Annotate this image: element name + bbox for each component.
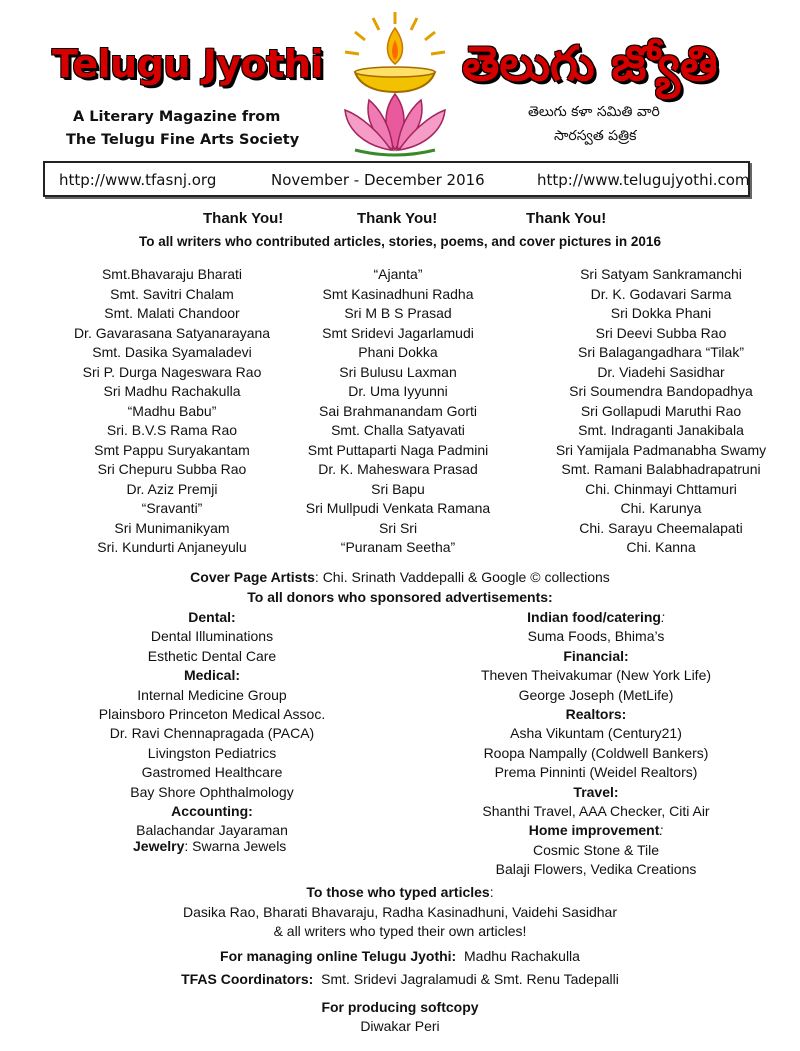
donor-name: Gastromed Healthcare bbox=[141, 764, 283, 781]
writer-name: Chi. Karunya bbox=[620, 500, 702, 516]
coordinators-label: TFAS Coordinators: bbox=[181, 971, 314, 987]
donors-heading: To all donors who sponsored advertisements: bbox=[247, 589, 553, 605]
url-telugujyothi-link[interactable]: http://www.telugujyothi.com bbox=[537, 171, 750, 189]
writer-name: Smt Pappu Suryakantam bbox=[94, 441, 250, 458]
donor-name: Internal Medicine Group bbox=[137, 686, 287, 703]
writer-name: Smt. Challa Satyavati bbox=[331, 422, 465, 438]
donor-name: Esthetic Dental Care bbox=[147, 647, 277, 664]
writer-name: Sri Bulusu Laxman bbox=[339, 363, 457, 380]
writer-name: Dr. K. Godavari Sarma bbox=[590, 285, 732, 302]
url-tfasnj-link[interactable]: http://www.tfasnj.org bbox=[59, 171, 217, 189]
writer-name: Sri Yamijala Padmanabha Swamy bbox=[555, 441, 767, 458]
donors-right-column bbox=[456, 608, 736, 879]
writer-name: Smt. Indraganti Janakibala bbox=[578, 422, 744, 438]
writer-name: Sri Bapu bbox=[371, 480, 425, 497]
donor-category bbox=[456, 647, 736, 666]
donor-category-label: Medical: bbox=[183, 667, 240, 684]
typists-heading-suffix: : bbox=[489, 884, 494, 900]
writer-name: “Madhu Babu” bbox=[127, 402, 217, 419]
writers-heading: To all writers who contributed articles, stories, poems, and cover pictures in 2016 bbox=[139, 234, 661, 249]
writer-name: Sri Dokka Phani bbox=[610, 305, 712, 321]
magazine-title-telugu: తెలుగు జ్యోతి bbox=[462, 36, 718, 92]
cover-artists bbox=[0, 569, 800, 585]
donor-name: Plainsboro Princeton Medical Assoc. bbox=[98, 705, 326, 722]
softcopy-value: Diwakar Peri bbox=[360, 1018, 440, 1034]
jewelry-line bbox=[133, 838, 286, 854]
donor-name: Bay Shore Ophthalmology bbox=[130, 783, 294, 800]
writer-name: Sri Chepuru Subba Rao bbox=[97, 461, 247, 477]
donor-name: Asha Vikuntam (Century21) bbox=[510, 725, 682, 742]
writer-name: Dr. Uma Iyyunni bbox=[348, 383, 448, 399]
donor-category-label: Dental: bbox=[188, 609, 236, 625]
writer-name: Smt Sridevi Jagarlamudi bbox=[322, 324, 474, 341]
online-manager-label: For managing online Telugu Jyothi: bbox=[220, 948, 457, 964]
writer-name: “Sravanti” bbox=[141, 500, 203, 516]
donor-category-suffix: : bbox=[659, 822, 664, 839]
typists-note: & all writers who typed their own articles! bbox=[273, 923, 527, 939]
writer-name: Sai Brahmanandam Gorti bbox=[319, 402, 477, 419]
typists-heading-line bbox=[0, 884, 800, 900]
writer-name: Smt Kasinadhuni Radha bbox=[322, 285, 474, 302]
thank-you-2: Thank You! bbox=[357, 210, 438, 227]
donor-category bbox=[456, 783, 736, 802]
writer-name: Smt. Malati Chandoor bbox=[104, 305, 240, 321]
donor-category bbox=[456, 705, 736, 724]
writer-name: Sri Balagangadhara “Tilak” bbox=[577, 344, 744, 360]
cover-artists-value: : Chi. Srinath Vaddepalli & Google © collections bbox=[314, 569, 610, 585]
donor-category bbox=[72, 608, 352, 627]
writers-column-1 bbox=[42, 265, 302, 558]
donor-name: Theven Theivakumar (New York Life) bbox=[480, 667, 712, 684]
donors-left-column bbox=[72, 608, 352, 841]
donor-category-label: Accounting: bbox=[171, 802, 253, 819]
url-banner bbox=[43, 161, 750, 197]
writer-name: Phani Dokka bbox=[358, 344, 438, 360]
writer-name: Chi. Sarayu Cheemalapati bbox=[579, 519, 743, 536]
issue-date: November - December 2016 bbox=[271, 171, 485, 189]
writer-name: Dr. Gavarasana Satyanarayana bbox=[73, 324, 271, 341]
donor-category-suffix: : bbox=[660, 609, 665, 625]
coordinators bbox=[0, 971, 800, 987]
writer-name: Chi. Kanna bbox=[626, 539, 696, 555]
donor-name: Dental Illuminations bbox=[150, 628, 274, 645]
writer-name: Smt. Ramani Balabhadrapatruni bbox=[561, 461, 761, 477]
writer-name: Sri Deevi Subba Rao bbox=[595, 324, 727, 341]
writer-name: Chi. Chinmayi Chttamuri bbox=[585, 480, 737, 497]
writer-name: Sri. Kundurti Anjaneyulu bbox=[97, 539, 247, 555]
writer-name: Sri Satyam Sankramanchi bbox=[580, 266, 742, 282]
writer-name: Dr. Aziz Premji bbox=[126, 480, 218, 497]
writer-name: Sri Gollapudi Maruthi Rao bbox=[580, 402, 742, 419]
writer-name: “Puranam Seetha” bbox=[340, 539, 456, 555]
donor-name: George Joseph (MetLife) bbox=[518, 686, 674, 703]
subtitle-telugu-1: తెలుగు కళా సమితి వారి bbox=[528, 104, 660, 120]
writer-name: Sri Munimanikyam bbox=[114, 519, 230, 536]
writer-name: “Ajanta” bbox=[373, 266, 423, 282]
donor-category-label: Home improvement bbox=[528, 822, 660, 839]
donor-name: Balaji Flowers, Vedika Creations bbox=[495, 861, 697, 878]
jewelry-value: : Swarna Jewels bbox=[184, 838, 287, 854]
donor-name: Shanthi Travel, AAA Checker, Citi Air bbox=[482, 802, 710, 819]
donor-category bbox=[456, 821, 736, 840]
writers-column-2 bbox=[268, 265, 528, 558]
donor-name: Balachandar Jayaraman bbox=[136, 822, 288, 839]
writer-name: Smt Puttaparti Naga Padmini bbox=[307, 441, 489, 458]
writer-name: Sri Sri bbox=[378, 519, 418, 536]
diya-lamp-logo bbox=[335, 10, 455, 158]
writers-column-3 bbox=[531, 265, 791, 558]
typists-names: Dasika Rao, Bharati Bhavaraju, Radha Kasinadhuni, Vaidehi Sasidhar bbox=[182, 904, 617, 920]
donor-category-label: Realtors: bbox=[565, 705, 627, 722]
writer-name: Sri Mullpudi Venkata Ramana bbox=[305, 500, 491, 516]
writer-name: Sri P. Durga Nageswara Rao bbox=[82, 363, 262, 380]
thank-you-1: Thank You! bbox=[203, 210, 284, 227]
donor-name: Livingston Pediatrics bbox=[147, 744, 277, 761]
writer-name: Smt. Savitri Chalam bbox=[110, 285, 234, 302]
writer-name: Sri Madhu Rachakulla bbox=[103, 383, 241, 399]
magazine-title-english: Telugu Jyothi bbox=[52, 42, 323, 86]
donor-category-label: Travel: bbox=[573, 783, 619, 800]
donor-category bbox=[72, 802, 352, 821]
donor-name: Suma Foods, Bhima’s bbox=[527, 628, 665, 645]
subtitle-telugu-2: సారస్వత పత్రిక bbox=[554, 128, 637, 144]
donor-category bbox=[72, 666, 352, 685]
tagline-line-2: The Telugu Fine Arts Society bbox=[66, 132, 300, 148]
writer-name: Dr. K. Maheswara Prasad bbox=[318, 461, 478, 477]
softcopy-label: For producing softcopy bbox=[321, 999, 479, 1015]
typists-heading: To those who typed articles bbox=[306, 884, 490, 900]
donor-name: Dr. Ravi Chennapragada (PACA) bbox=[109, 725, 315, 742]
writer-name: Dr. Viadehi Sasidhar bbox=[597, 363, 725, 380]
donor-name: Cosmic Stone & Tile bbox=[532, 841, 660, 858]
writer-name: Smt.Bhavaraju Bharati bbox=[101, 266, 243, 282]
cover-artists-label: Cover Page Artists bbox=[190, 569, 315, 585]
donor-name: Prema Pinninti (Weidel Realtors) bbox=[494, 764, 698, 781]
donor-category-label: Indian food/catering bbox=[527, 609, 661, 625]
jewelry-label: Jewelry bbox=[133, 838, 185, 854]
thank-you-3: Thank You! bbox=[526, 210, 607, 227]
online-manager bbox=[0, 948, 800, 964]
donor-name: Roopa Nampally (Coldwell Bankers) bbox=[483, 744, 709, 761]
writer-name: Sri. B.V.S Rama Rao bbox=[106, 422, 238, 438]
donor-category-label: Financial: bbox=[563, 647, 629, 664]
writer-name: Sri Soumendra Bandopadhya bbox=[569, 383, 753, 399]
coordinators-value: Smt. Sridevi Jagralamudi & Smt. Renu Tadepalli bbox=[321, 971, 619, 987]
online-manager-value: Madhu Rachakulla bbox=[464, 948, 580, 964]
writer-name: Sri M B S Prasad bbox=[344, 305, 452, 321]
writer-name: Smt. Dasika Syamaladevi bbox=[92, 344, 252, 360]
tagline-line-1: A Literary Magazine from bbox=[73, 109, 281, 125]
donor-category bbox=[456, 608, 736, 627]
